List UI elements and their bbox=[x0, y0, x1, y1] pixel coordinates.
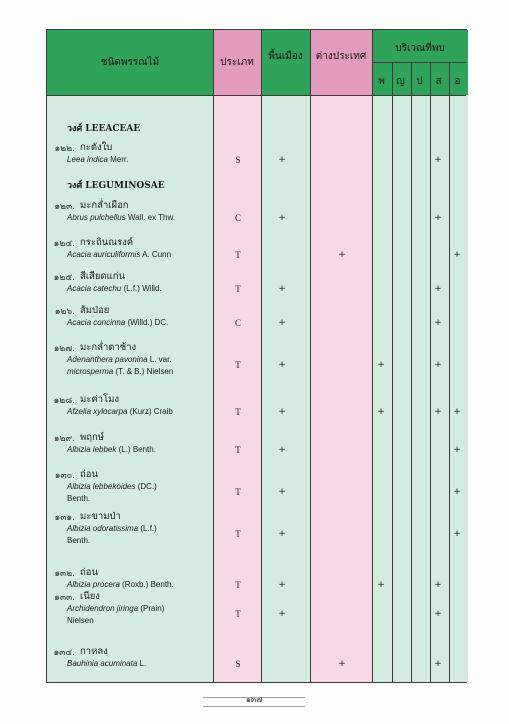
type-header: ประเภท bbox=[220, 57, 254, 68]
region-label: ส bbox=[435, 76, 442, 87]
author-citation: Benth. bbox=[67, 536, 91, 545]
thai-name: ส้มป่อย bbox=[80, 305, 110, 316]
row-number: ๑๒๙. bbox=[53, 434, 75, 444]
scientific-name bbox=[67, 284, 162, 293]
thai-name: กาหลง bbox=[80, 646, 108, 657]
type-value: S bbox=[235, 659, 241, 669]
latin-binomial: Acacia concinna bbox=[67, 318, 126, 327]
latin-binomial: Leea indica bbox=[67, 155, 108, 164]
region-mark: + bbox=[453, 250, 461, 260]
author-citation: (T. & B.) Nielsen bbox=[113, 367, 174, 376]
author-citation: (Kurz) Craib bbox=[127, 407, 173, 416]
region-label: พ bbox=[378, 76, 385, 87]
region-header: บริเวณที่พบ bbox=[395, 43, 445, 54]
author-citation: A. Cunn bbox=[140, 250, 172, 259]
type-value: T bbox=[235, 407, 241, 417]
family-heading: วงศ์ LEEACEAE bbox=[67, 124, 141, 134]
row-number: ๑๒๒. bbox=[54, 144, 75, 154]
region-label: ญ bbox=[396, 76, 405, 87]
native-mark: + bbox=[278, 529, 286, 539]
type-value: C bbox=[234, 213, 241, 223]
region-label: อ bbox=[454, 76, 461, 87]
foreign-mark: + bbox=[338, 659, 346, 669]
latin-binomial: Adenanthera pavonina bbox=[67, 355, 148, 364]
region-sub-col bbox=[392, 62, 411, 682]
row-number: ๑๓๔. bbox=[53, 648, 75, 658]
region-label: ป bbox=[416, 76, 423, 87]
author-citation: Merr. bbox=[107, 155, 129, 164]
type-value: T bbox=[235, 250, 241, 260]
native-mark: + bbox=[278, 609, 286, 619]
author-citation: (L.f.) bbox=[138, 524, 157, 533]
latin-binomial: Acacia auriculiformis bbox=[67, 250, 141, 259]
row-number: ๑๒๖. bbox=[54, 307, 75, 317]
thai-name: มะกล่ำเผือก bbox=[80, 200, 129, 211]
region-mark: + bbox=[434, 609, 442, 619]
scientific-name bbox=[67, 213, 175, 222]
type-value: T bbox=[235, 580, 241, 590]
thai-name: พฤกษ์ bbox=[80, 432, 105, 443]
family-heading: วงศ์ LEGUMINOSAE bbox=[67, 181, 165, 191]
thai-name: กระถินณรงค์ bbox=[80, 237, 134, 248]
row-number: ๑๓๑. bbox=[54, 513, 75, 523]
scientific-name bbox=[67, 524, 157, 533]
row-number: ๑๒๓. bbox=[54, 202, 75, 212]
native-mark: + bbox=[278, 360, 286, 370]
region-mark: + bbox=[377, 360, 385, 370]
thai-name: มะกล่ำตาช้าง bbox=[80, 342, 137, 353]
native-mark: + bbox=[278, 284, 286, 294]
author-citation: (L.f.) Willd. bbox=[121, 284, 162, 293]
latin-binomial: Albizia odoratissima bbox=[67, 524, 139, 533]
scientific-name bbox=[67, 580, 174, 589]
row-number: ๑๓๐. bbox=[54, 471, 75, 481]
thai-name: มะขามป่า bbox=[80, 511, 121, 522]
thai-name: มะค่าโมง bbox=[80, 394, 120, 405]
author-citation: L. var. bbox=[147, 355, 172, 364]
region-mark: + bbox=[434, 580, 442, 590]
region-mark: + bbox=[434, 155, 442, 165]
latin-binomial: Acacia catechu bbox=[67, 284, 122, 293]
scientific-name bbox=[67, 604, 164, 613]
row-number: ๑๒๘. bbox=[53, 396, 75, 406]
type-value: T bbox=[235, 284, 241, 294]
region-mark: + bbox=[434, 659, 442, 669]
author-citation: (L.) Benth. bbox=[116, 445, 156, 454]
type-value: T bbox=[235, 487, 241, 497]
native-mark: + bbox=[278, 487, 286, 497]
row-number: ๑๒๔. bbox=[53, 239, 75, 249]
region-mark: + bbox=[434, 284, 442, 294]
scientific-name bbox=[67, 318, 168, 327]
species-header: ชนิดพรรณไม้ bbox=[100, 57, 160, 68]
scientific-name bbox=[67, 155, 128, 164]
type-value: T bbox=[235, 529, 241, 539]
foreign-column bbox=[310, 30, 372, 682]
native-mark: + bbox=[278, 318, 286, 328]
row-number: ๑๓๓. bbox=[54, 593, 75, 603]
native-mark: + bbox=[278, 155, 286, 165]
header-divider bbox=[47, 95, 466, 96]
latin-binomial: Afzelia xylocarpa bbox=[67, 407, 128, 416]
latin-binomial: Bauhinia acuminata bbox=[67, 659, 138, 668]
thai-name: กะตังใบ bbox=[80, 142, 113, 153]
latin-binomial: Abrus pulchellus bbox=[67, 213, 126, 222]
scientific-name bbox=[67, 445, 156, 454]
region-mark: + bbox=[377, 580, 385, 590]
scientific-name-cont bbox=[67, 367, 173, 376]
native-mark: + bbox=[278, 445, 286, 455]
author-citation: L. bbox=[137, 659, 147, 668]
scientific-name bbox=[67, 482, 157, 491]
foreign-mark: + bbox=[338, 250, 346, 260]
native-mark: + bbox=[278, 580, 286, 590]
native-mark: + bbox=[278, 213, 286, 223]
region-mark: + bbox=[434, 318, 442, 328]
region-mark: + bbox=[434, 213, 442, 223]
thai-name: ถ่อน bbox=[80, 469, 98, 480]
region-sub-col bbox=[449, 62, 468, 682]
type-value: C bbox=[234, 318, 241, 328]
author-citation: (Prain) bbox=[138, 604, 165, 613]
thai-name: ถ่อน bbox=[80, 567, 98, 578]
page-number: ๑๓๗ bbox=[245, 695, 263, 704]
region-mark: + bbox=[453, 487, 461, 497]
scientific-name bbox=[67, 407, 173, 416]
type-value: S bbox=[235, 155, 241, 165]
row-number: ๑๒๕. bbox=[53, 273, 75, 283]
latin-binomial: Albizia procera bbox=[67, 580, 120, 589]
scientific-name-cont bbox=[67, 616, 94, 625]
thai-name: สีเสียดแก่น bbox=[80, 271, 125, 282]
scientific-name-cont bbox=[67, 494, 90, 503]
scientific-name bbox=[67, 250, 171, 259]
region-mark: + bbox=[377, 407, 385, 417]
latin-binomial: Archidendron jiringa bbox=[67, 604, 139, 613]
native-header: พื้นเมือง bbox=[268, 51, 303, 62]
type-value: T bbox=[235, 360, 241, 370]
author-citation: (Roxb.) Benth. bbox=[119, 580, 174, 589]
author-citation: Wall. ex Thw. bbox=[125, 213, 176, 222]
scientific-name bbox=[67, 659, 146, 668]
thai-name: เนียง bbox=[80, 591, 100, 602]
latin-binomial: microsperma bbox=[67, 367, 114, 376]
region-mark: + bbox=[453, 407, 461, 417]
row-number: ๑๓๒. bbox=[54, 569, 75, 579]
type-value: T bbox=[235, 445, 241, 455]
native-mark: + bbox=[278, 407, 286, 417]
scientific-name-cont bbox=[67, 536, 90, 545]
author-citation: (DC.) bbox=[135, 482, 157, 491]
foreign-header: ต่างประเทศ bbox=[315, 51, 367, 62]
author-citation: Benth. bbox=[67, 494, 91, 503]
type-value: T bbox=[235, 609, 241, 619]
region-mark: + bbox=[453, 529, 461, 539]
region-mark: + bbox=[453, 445, 461, 455]
author-citation: (Willd.) DC. bbox=[125, 318, 169, 327]
latin-binomial: Albizia lebbek bbox=[67, 445, 117, 454]
region-mark: + bbox=[434, 407, 442, 417]
region-header-divider bbox=[372, 62, 466, 63]
region-mark: + bbox=[434, 360, 442, 370]
region-sub-col bbox=[411, 62, 430, 682]
row-number: ๑๒๗. bbox=[53, 344, 75, 354]
author-citation: Nielsen bbox=[67, 616, 94, 625]
scientific-name bbox=[67, 355, 172, 364]
latin-binomial: Albizia lebbekoides bbox=[67, 482, 136, 491]
